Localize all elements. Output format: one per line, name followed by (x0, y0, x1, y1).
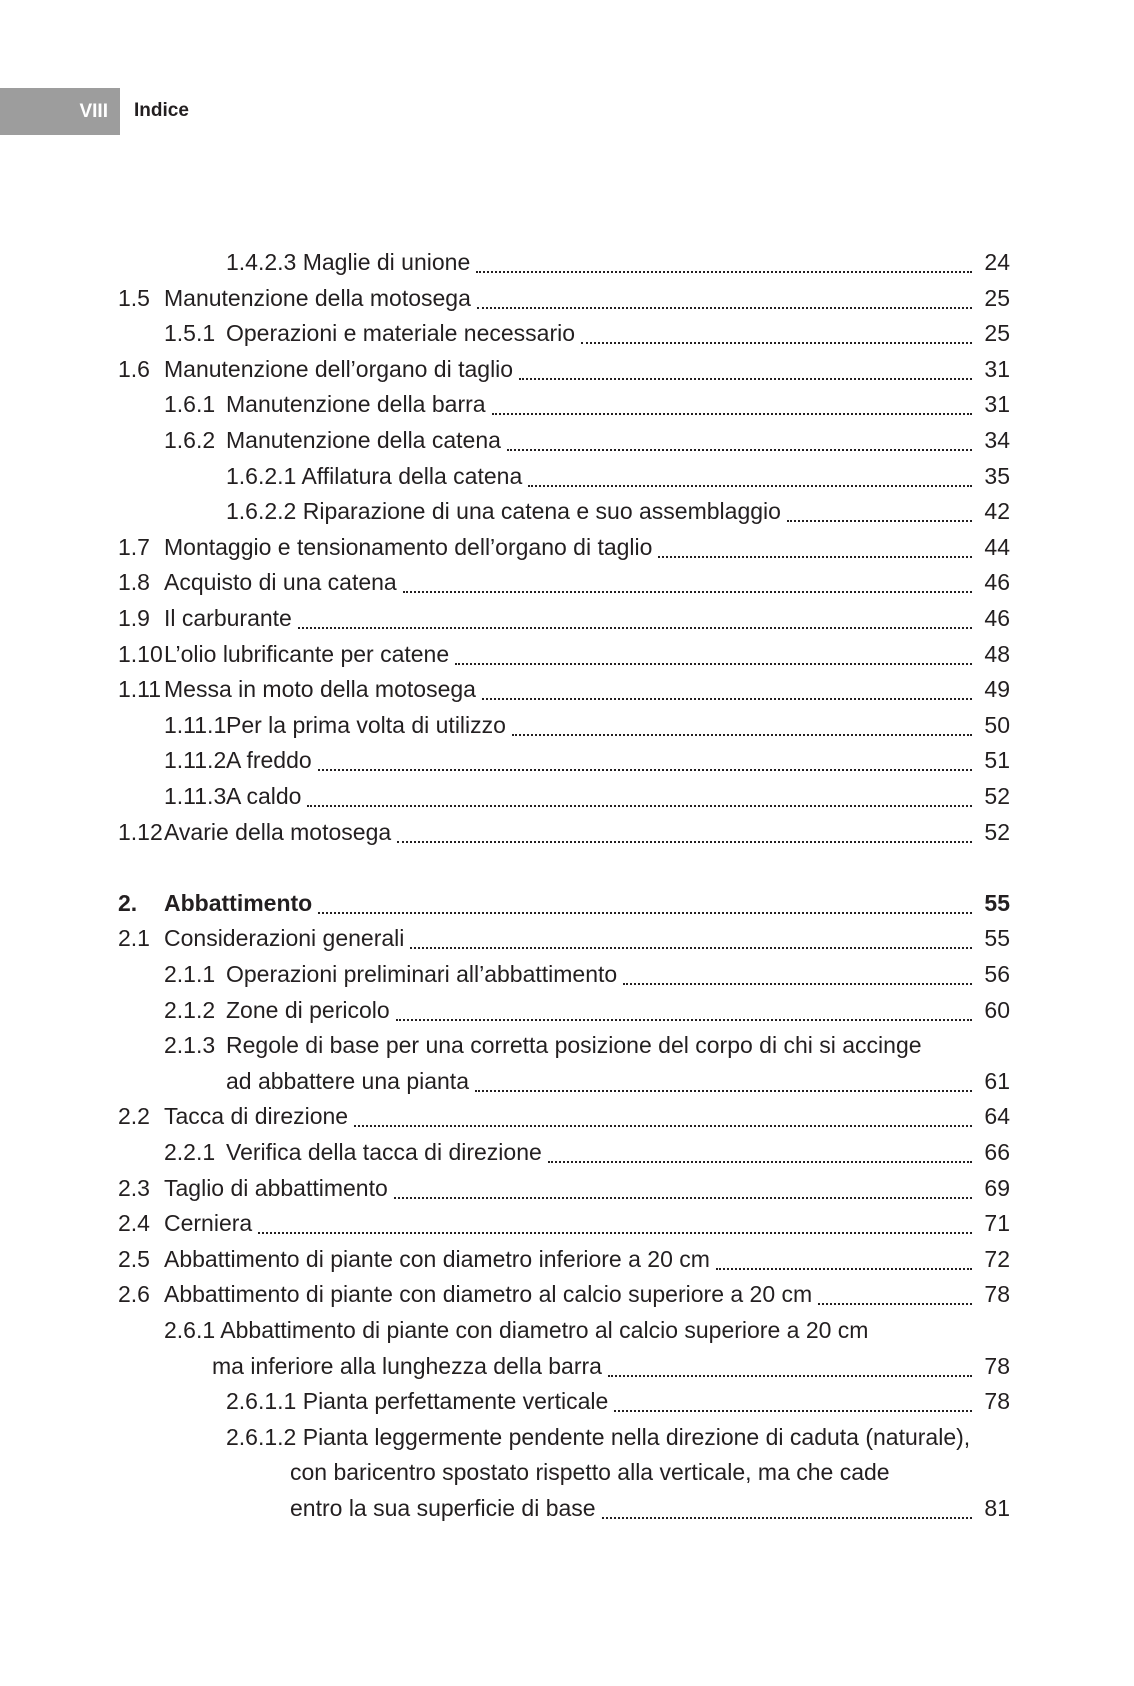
toc-leader-dots (716, 1268, 972, 1270)
page-number: VIII (79, 100, 108, 122)
toc-entry-number: 2.1 (118, 925, 150, 952)
toc-entry-title: Tacca di direzione (164, 1098, 354, 1134)
toc-entry (0, 493, 1134, 529)
toc-entry-page: 48 (984, 640, 1010, 667)
toc-entry-page: 81 (984, 1495, 1010, 1521)
toc-entry-number: 1.11.3 (164, 783, 227, 809)
toc-entry-title: Montaggio e tensionamento dell’organo di taglio (164, 529, 658, 565)
toc-entry-page: 46 (984, 569, 1010, 596)
toc-entry (0, 386, 1134, 422)
toc-entry-title: Regole di base per una corretta posizione del corpo di chi si accinge (226, 1027, 928, 1063)
toc-entry-number: 2. (118, 889, 138, 916)
toc-entry-page: 25 (984, 284, 1010, 311)
toc-entry-title: L’olio lubrificante per catene (164, 636, 455, 672)
toc-leader-dots (318, 769, 972, 771)
toc-entry-number: 1.6 (118, 355, 150, 382)
toc-entry-number: 2.2 (118, 1103, 150, 1130)
toc-leader-dots (318, 912, 972, 914)
toc-entry-page: 56 (984, 961, 1010, 987)
toc-entry-title: Il carburante (164, 600, 298, 636)
toc-entry (0, 529, 1134, 565)
toc-entry-title: Manutenzione della catena (226, 422, 507, 458)
toc-leader-dots (476, 271, 972, 273)
toc-entry-title: 1.6.2.2 Riparazione di una catena e suo assemblaggio (226, 493, 787, 529)
toc-entry-page: 31 (984, 355, 1010, 382)
toc-entry-number: 1.8 (118, 569, 150, 596)
toc-entry-title: Zone di pericolo (226, 992, 396, 1028)
toc-entry-page: 71 (984, 1210, 1010, 1237)
toc-entry-title: Per la prima volta di utilizzo (226, 707, 512, 743)
toc-entry-title: ad abbattere una pianta (226, 1063, 475, 1099)
toc-entry-page: 78 (984, 1281, 1010, 1308)
toc-entry-page: 31 (984, 391, 1010, 418)
toc-entry-title: Operazioni e materiale necessario (226, 315, 581, 351)
toc-entry-title: Manutenzione della motosega (164, 280, 477, 316)
toc-entry (0, 1205, 1134, 1241)
toc-entry-number: 1.11.2 (164, 747, 227, 774)
toc-entry (0, 814, 1134, 850)
toc-leader-dots (512, 734, 972, 736)
toc-leader-dots (818, 1303, 972, 1305)
toc-entry-page: 52 (984, 818, 1010, 845)
toc-leader-dots (482, 698, 972, 700)
toc-entry (0, 707, 1134, 743)
toc-entry-title: Cerniera (164, 1205, 258, 1241)
toc-entry-title: A freddo (226, 742, 318, 778)
toc-entry-title: Manutenzione dell’organo di taglio (164, 351, 519, 387)
toc-entry (0, 422, 1134, 458)
toc-entry-title: A caldo (226, 778, 307, 814)
toc-entry (0, 1383, 1134, 1419)
toc-entry-number: 1.11.1 (164, 711, 227, 738)
toc-entry (0, 885, 1134, 921)
toc-entry (0, 742, 1134, 778)
toc-entry-page: 34 (984, 427, 1010, 453)
toc-entry-title: con baricentro spostato rispetto alla verticale, ma che cade (290, 1454, 896, 1490)
toc-entry-page: 50 (984, 711, 1010, 738)
toc-entry (0, 992, 1134, 1028)
toc-entry-page: 35 (984, 462, 1010, 489)
toc-entry-page: 69 (984, 1174, 1010, 1201)
toc-entry-title: ma inferiore alla lunghezza della barra (212, 1348, 608, 1384)
toc-entry (0, 1419, 1134, 1455)
toc-entry (0, 1063, 1134, 1099)
toc-leader-dots (581, 342, 972, 344)
toc-entry-title: Considerazioni generali (164, 920, 410, 956)
toc-leader-dots (608, 1375, 972, 1377)
toc-entry-number: 2.1.2 (164, 996, 216, 1023)
toc-entry-number: 1.12 (118, 818, 163, 845)
toc-entry-page: 46 (984, 605, 1010, 631)
toc-entry (0, 1454, 1134, 1490)
toc-entry-title: 1.4.2.3 Maglie di unione (226, 244, 476, 280)
toc-leader-dots (658, 556, 972, 558)
toc-entry-page: 72 (984, 1245, 1010, 1272)
toc-entry (0, 1276, 1134, 1312)
running-header-title: Indice (134, 100, 189, 121)
toc-entry (0, 1490, 1134, 1526)
toc-entry-title: Abbattimento di piante con diametro al calcio superiore a 20 cm (164, 1276, 818, 1312)
toc-entry-number: 1.6.1 (164, 391, 216, 418)
toc-entry (0, 1098, 1134, 1134)
toc-leader-dots (307, 805, 972, 807)
toc-entry-page: 66 (984, 1139, 1010, 1165)
toc-leader-dots (455, 663, 972, 665)
toc-entry-title: entro la sua superficie di base (290, 1490, 602, 1526)
toc-leader-dots (397, 841, 972, 843)
toc-entry-title: Manutenzione della barra (226, 386, 492, 422)
toc-leader-dots (394, 1197, 972, 1199)
toc-leader-dots (602, 1517, 972, 1519)
toc-entry-page: 55 (984, 889, 1010, 916)
toc-entry-number: 2.3 (118, 1174, 150, 1201)
toc-entry-number: 2.1.3 (164, 1032, 216, 1059)
toc-leader-dots (258, 1232, 972, 1234)
toc-entry (0, 1027, 1134, 1063)
toc-entry-number: 2.2.1 (164, 1139, 216, 1165)
toc-entry-number: 1.6.2 (164, 427, 216, 453)
toc-entry-title: 1.6.2.1 Affilatura della catena (226, 458, 528, 494)
toc-leader-dots (528, 485, 972, 487)
toc-entry-title: Verifica della tacca di direzione (226, 1134, 548, 1170)
toc-entry (0, 778, 1134, 814)
toc-entry-title: Messa in moto della motosega (164, 671, 482, 707)
toc-entry-title: Avarie della motosega (164, 814, 397, 850)
toc-entry-number: 1.5.1 (164, 320, 216, 347)
toc-entry-number: 2.5 (118, 1245, 150, 1272)
toc-entry-page: 51 (984, 747, 1010, 774)
toc-leader-dots (410, 947, 972, 949)
toc-entry-title: 2.6.1.1 Pianta perfettamente verticale (226, 1383, 614, 1419)
toc-leader-dots (396, 1019, 972, 1021)
toc-entry-page: 78 (984, 1352, 1010, 1379)
toc-entry-page: 55 (984, 925, 1010, 952)
toc-leader-dots (507, 449, 972, 451)
toc-entry (0, 1312, 1134, 1348)
toc-entry-number: 1.9 (118, 605, 150, 631)
toc-entry (0, 280, 1134, 316)
toc-leader-dots (623, 983, 972, 985)
toc-entry-page: 61 (984, 1067, 1010, 1094)
toc-entry (0, 920, 1134, 956)
toc-entry (0, 351, 1134, 387)
toc-leader-dots (614, 1410, 972, 1412)
toc-leader-dots (298, 627, 972, 629)
toc-entry-title: Taglio di abbattimento (164, 1170, 394, 1206)
toc-entry (0, 315, 1134, 351)
toc-entry-title: Abbattimento di piante con diametro inferiore a 20 cm (164, 1241, 716, 1277)
toc-entry (0, 1170, 1134, 1206)
toc-entry-number: 2.4 (118, 1210, 150, 1237)
toc-entry (0, 671, 1134, 707)
toc-entry-page: 78 (984, 1388, 1010, 1415)
toc-entry-number: 1.11 (118, 676, 162, 703)
toc-leader-dots (475, 1090, 972, 1092)
toc-entry-number: 2.6 (118, 1281, 150, 1308)
toc-entry (0, 458, 1134, 494)
toc-leader-dots (548, 1161, 972, 1163)
toc-entry (0, 636, 1134, 672)
toc-entry-page: 49 (984, 676, 1010, 703)
toc-entry-number: 1.10 (118, 640, 163, 667)
toc-entry-page: 25 (984, 320, 1010, 347)
toc-leader-dots (403, 591, 972, 593)
toc-entry-title: Operazioni preliminari all’abbattimento (226, 956, 623, 992)
toc-entry (0, 1241, 1134, 1277)
toc-entry-number: 1.5 (118, 284, 150, 311)
toc-entry-title: Acquisto di una catena (164, 564, 403, 600)
toc-entry-page: 64 (984, 1103, 1010, 1130)
toc-entry (0, 564, 1134, 600)
toc-entry-number: 2.1.1 (164, 961, 216, 987)
toc-leader-dots (492, 413, 972, 415)
toc-entry (0, 244, 1134, 280)
toc-entry (0, 1134, 1134, 1170)
toc-entry-page: 52 (984, 783, 1010, 809)
toc-leader-dots (787, 520, 972, 522)
toc-entry-title: 2.6.1.2 Pianta leggermente pendente nella direzione di caduta (naturale), (226, 1419, 976, 1455)
toc-entry-number: 1.7 (118, 533, 150, 560)
toc-entry-page: 24 (984, 249, 1010, 275)
toc-entry (0, 600, 1134, 636)
toc-entry-page: 42 (984, 498, 1010, 525)
toc-entry (0, 1348, 1134, 1384)
toc-leader-dots (477, 307, 972, 309)
toc-leader-dots (519, 378, 972, 380)
toc-entry-page: 60 (984, 996, 1010, 1023)
toc-entry-title: 2.6.1 Abbattimento di piante con diametro al calcio superiore a 20 cm (164, 1312, 874, 1348)
toc-leader-dots (354, 1125, 972, 1127)
toc-entry-title: Abbattimento (164, 885, 318, 921)
toc-entry (0, 956, 1134, 992)
toc-entry-page: 44 (984, 533, 1010, 560)
